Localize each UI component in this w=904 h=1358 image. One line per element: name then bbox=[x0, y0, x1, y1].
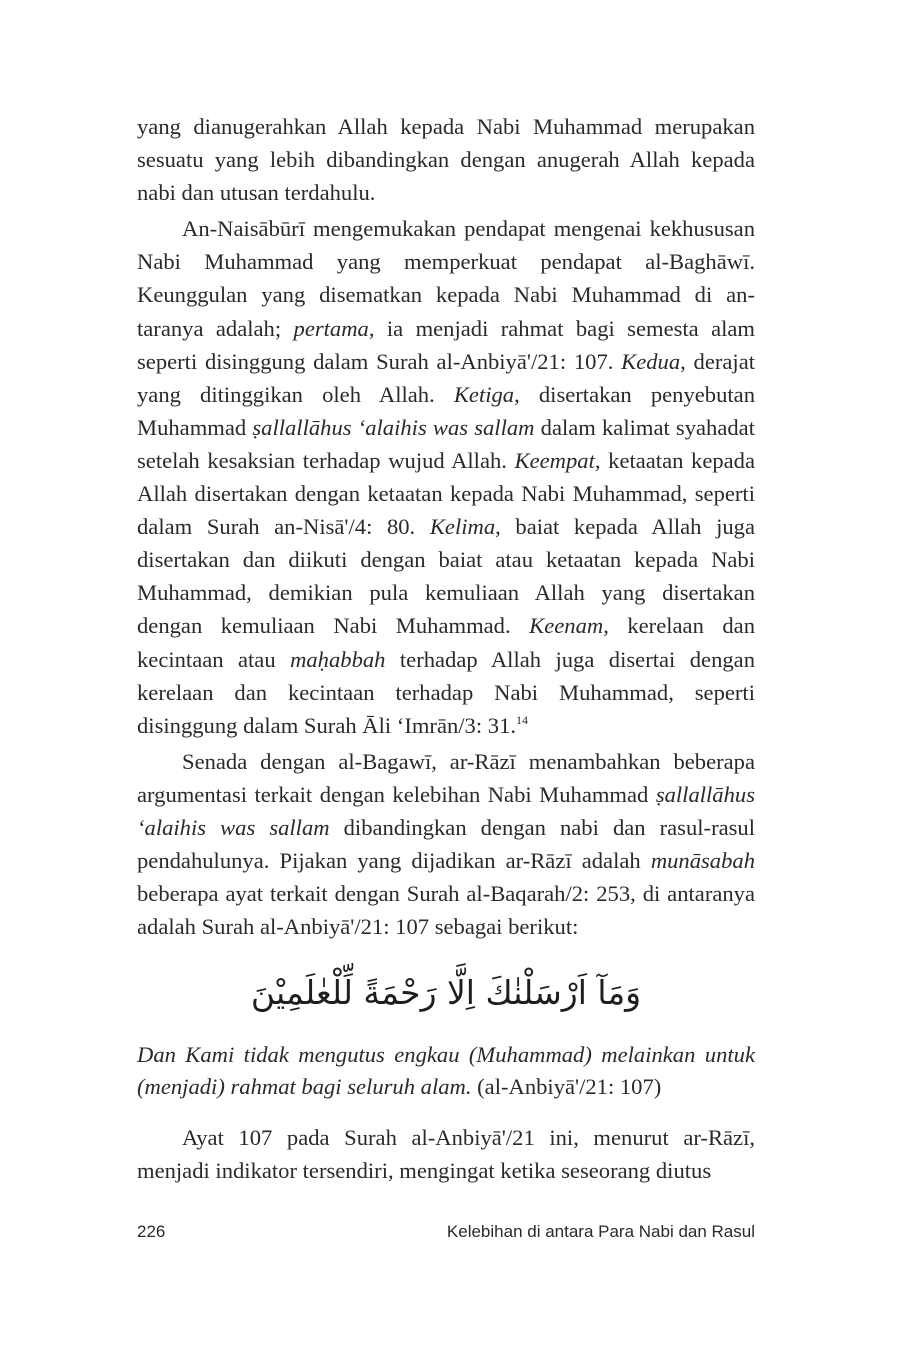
text-run: Senada dengan al-Bagawī, ar-Rāzī menambahkan beberapa argumentasi terkait dengan kelebihan Nabi Muhammad bbox=[137, 748, 755, 807]
text-run: dalam kalimat syahadat setelah kesaksian terhadap wujud Allah. bbox=[137, 414, 755, 473]
term-keempat: Keempat bbox=[514, 447, 595, 473]
text-run: terhadap Allah juga disertai dengan kerelaan dan kecintaan terhadap Nabi Muhammad, seperti disinggung dalam Surah Āli ‘Imrān/3: 31. bbox=[137, 646, 755, 738]
paragraph-razi bbox=[137, 745, 755, 944]
text-run: , kerelaan dan kecintaan atau bbox=[137, 613, 756, 672]
term-ketiga: Ketiga bbox=[453, 381, 515, 407]
text-run: , ia menjadi rahmat bagi semesta alam seperti disinggung dalam Surah al-Anbiyā'/21: 107. bbox=[137, 315, 755, 374]
text-run: , ketaatan kepada Allah disertakan dengan ketaatan kepada Nabi Muhammad, seperti dalam Surah an-Nisā'/4: 80. bbox=[137, 447, 756, 540]
term-kelima: Kelima bbox=[429, 514, 496, 540]
page-body bbox=[137, 110, 755, 1188]
term-mahabbah: maḥabbah bbox=[290, 646, 386, 672]
term-pertama: pertama bbox=[293, 315, 369, 341]
text-run: An-Naisābūrī mengemukakan pendapat mengenai kekhususan Nabi Muhammad yang memperkuat pendapat al-Baghāwī. Keunggulan yang disematkan kepada Nabi Muhammad di antaranya adalah; bbox=[137, 216, 755, 341]
paragraph-ayat-107: Ayat 107 pada Surah al-Anbiyā'/21 ini, menurut ar-Rāzī, menjadi indikator tersendiri, mengingat ketika seseorang diutus bbox=[137, 1125, 755, 1184]
term-kedua: Kedua bbox=[621, 348, 681, 374]
text-run: , baiat kepada Allah juga disertakan dan diikuti dengan baiat atau ketaatan kepada Nabi Muhammad, demikian pula kemuliaan Allah yang disertakan dengan kemuliaan Nabi Muhammad. bbox=[137, 514, 755, 639]
paragraph-continuation: yang dianugerahkan Allah kepada Nabi Muhammad merupakan sesuatu yang lebih dibandingkan dengan anugerah Allah kepada nabi dan utusan terdahulu. bbox=[137, 114, 755, 206]
term-munasabah: munāsabah bbox=[650, 848, 755, 874]
page-number: 226 bbox=[137, 1222, 166, 1241]
salawat-phrase: ṣallallāhus ‘alaihis was sallam bbox=[252, 414, 535, 440]
translation-text: Dan Kami tidak mengutus engkau (Muhammad) melainkan untuk (menjadi) rahmat bagi seluruh alam. bbox=[137, 1042, 755, 1100]
text-run: dibandingkan dengan nabi dan rasul-rasul pendahulunya. Pijakan yang dijadikan ar-Rāzī adalah bbox=[137, 814, 755, 874]
text-run: , disertakan penyebutan Muhammad bbox=[137, 381, 756, 440]
paragraph-naisaburi bbox=[137, 212, 755, 742]
page-footer bbox=[137, 1222, 755, 1248]
term-keenam: Keenam bbox=[529, 613, 604, 639]
running-title: Kelebihan di antara Para Nabi dan Rasul bbox=[446, 1222, 755, 1241]
quran-verse-arabic: وَمَآ اَرْسَلْنٰكَ اِلَّا رَحْمَةً لِّلْعٰلَمِيْنَ bbox=[250, 973, 642, 1013]
verse-translation bbox=[137, 1039, 755, 1103]
salawat-phrase: ṣallallāhus ‘alaihis was sallam bbox=[137, 781, 755, 840]
footnote-marker[interactable]: 14 bbox=[516, 712, 529, 727]
text-run: beberapa ayat terkait dengan Surah al-Baqarah/2: 253, di antaranya adalah Surah al-Anbiyā'/21: 107 sebagai berikut: bbox=[137, 881, 755, 940]
verse-reference: (al-Anbiyā'/21: 107) bbox=[471, 1074, 662, 1100]
text-run: , derajat yang ditinggikan oleh Allah. bbox=[137, 348, 755, 407]
